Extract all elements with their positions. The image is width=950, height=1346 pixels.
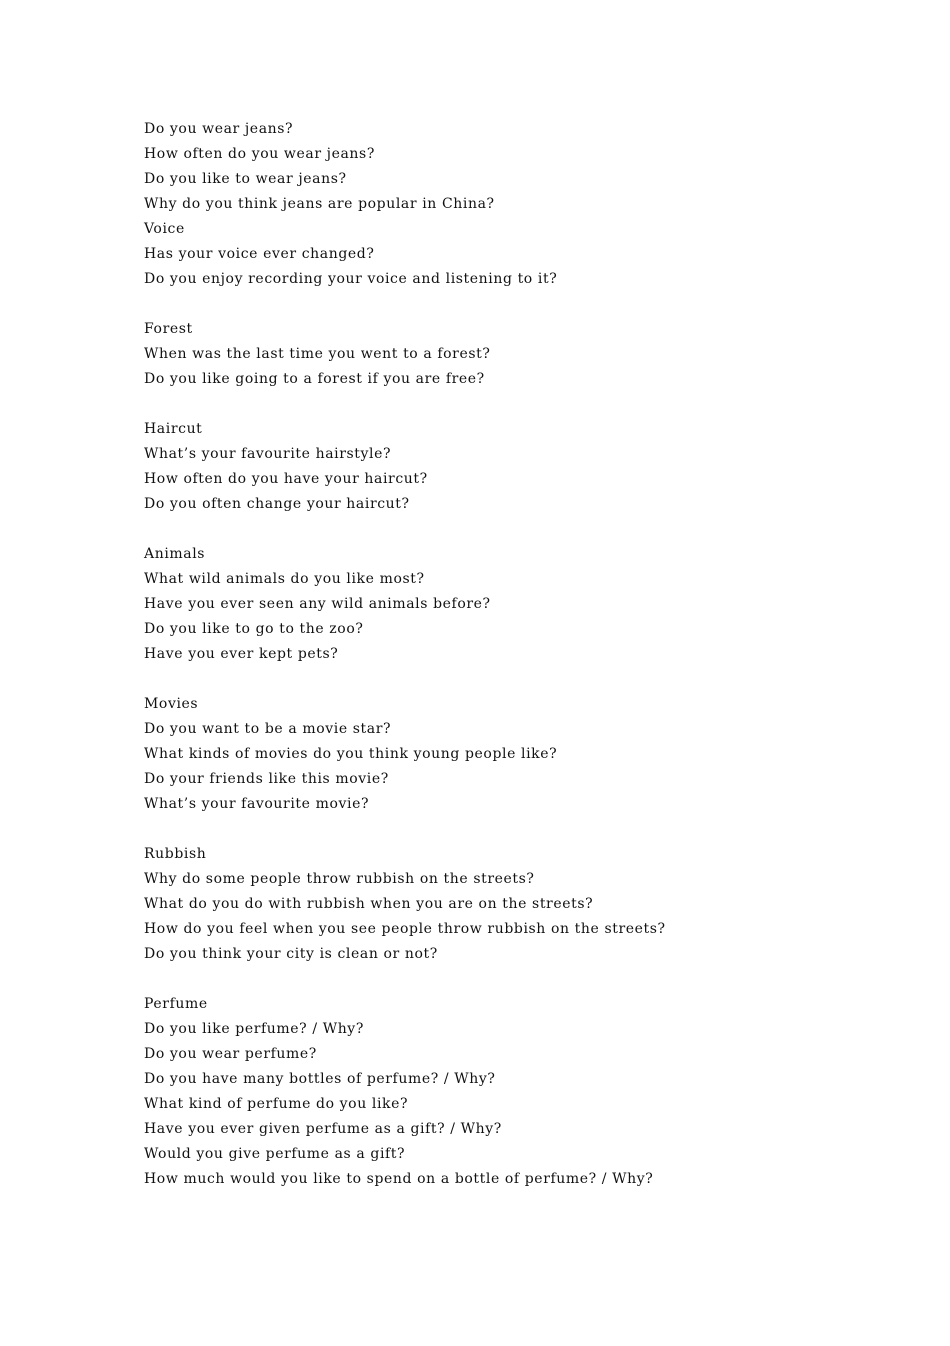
question-line: How often do you wear jeans?	[144, 146, 375, 162]
question-line: Do you enjoy recording your voice and listening to it?	[144, 271, 558, 287]
document-body	[144, 117, 904, 1192]
question-line: Why do you think jeans are popular in China?	[144, 196, 495, 212]
blank-line	[144, 667, 904, 692]
question-line: Have you ever given perfume as a gift? / Why?	[144, 1121, 502, 1137]
question-line: Do you often change your haircut?	[144, 496, 410, 512]
section-perfume	[144, 992, 904, 1192]
question-line: How much would you like to spend on a bottle of perfume? / Why?	[144, 1171, 654, 1187]
blank-line	[144, 967, 904, 992]
section-animals	[144, 542, 904, 667]
section-heading: Voice	[144, 221, 185, 237]
section-heading: Haircut	[144, 421, 203, 437]
section-heading: Movies	[144, 696, 199, 712]
section-heading: Animals	[144, 546, 206, 562]
question-line: Do you like perfume? / Why?	[144, 1021, 364, 1037]
question-line: What do you do with rubbish when you are on the streets?	[144, 896, 594, 912]
blank-line	[144, 392, 904, 417]
question-line: When was the last time you went to a forest?	[144, 346, 491, 362]
section-movies	[144, 692, 904, 817]
section-haircut	[144, 417, 904, 517]
question-line: How do you feel when you see people throw rubbish on the streets?	[144, 921, 666, 937]
question-line: Would you give perfume as a gift?	[144, 1146, 406, 1162]
section-voice	[144, 217, 904, 292]
blank-line	[144, 817, 904, 842]
question-line: Do your friends like this movie?	[144, 771, 389, 787]
section-heading: Rubbish	[144, 846, 207, 862]
section-heading: Perfume	[144, 996, 208, 1012]
question-line: What wild animals do you like most?	[144, 571, 425, 587]
question-line: Have you ever seen any wild animals before?	[144, 596, 491, 612]
section-heading: Forest	[144, 321, 193, 337]
question-line: Do you like to go to the zoo?	[144, 621, 364, 637]
blank-line	[144, 292, 904, 317]
jeans-questions	[144, 117, 904, 217]
section-forest	[144, 317, 904, 392]
question-line: Do you wear perfume?	[144, 1046, 317, 1062]
question-line: Do you wear jeans?	[144, 121, 294, 137]
question-line: What kinds of movies do you think young people like?	[144, 746, 558, 762]
question-line: Do you want to be a movie star?	[144, 721, 392, 737]
question-line: Do you think your city is clean or not?	[144, 946, 438, 962]
question-line: What kind of perfume do you like?	[144, 1096, 409, 1112]
question-line: How often do you have your haircut?	[144, 471, 428, 487]
question-line: Have you ever kept pets?	[144, 646, 339, 662]
question-line: What’s your favourite movie?	[144, 796, 370, 812]
question-line: Do you have many bottles of perfume? / Why?	[144, 1071, 496, 1087]
blank-line	[144, 517, 904, 542]
question-line: Why do some people throw rubbish on the streets?	[144, 871, 535, 887]
question-line: Do you like going to a forest if you are free?	[144, 371, 485, 387]
question-line: Has your voice ever changed?	[144, 246, 375, 262]
question-line: Do you like to wear jeans?	[144, 171, 347, 187]
section-rubbish	[144, 842, 904, 967]
question-line: What’s your favourite hairstyle?	[144, 446, 392, 462]
